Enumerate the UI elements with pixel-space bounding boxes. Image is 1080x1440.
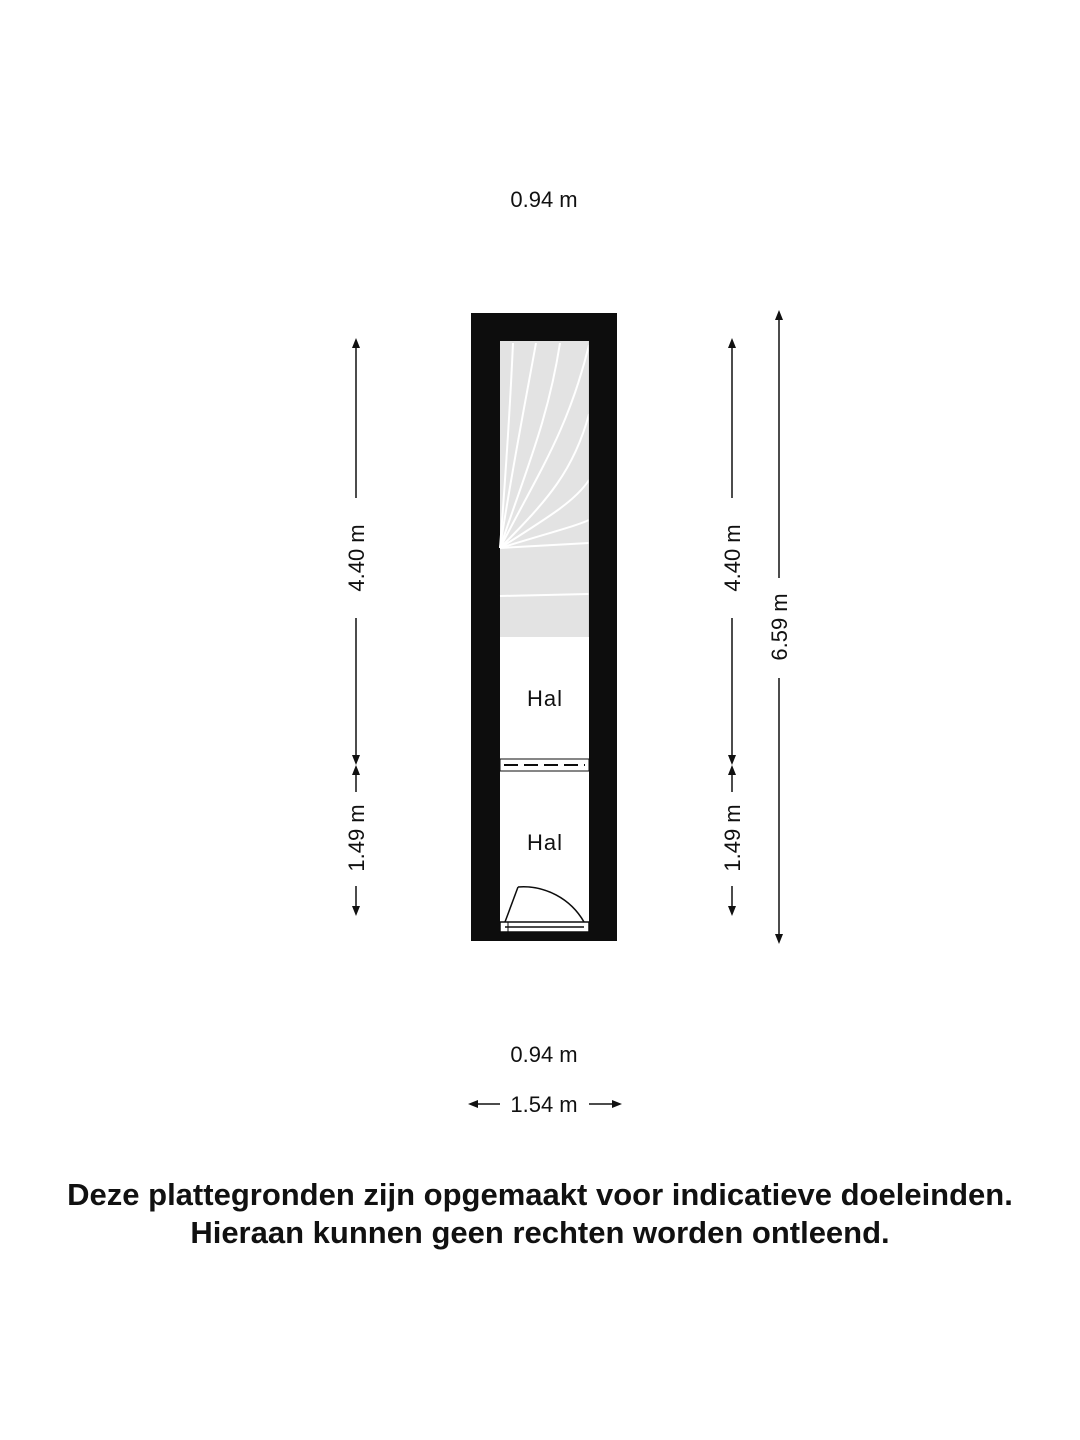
dimension-top-width: 0.94 m — [510, 187, 578, 212]
dimension-right-lower: 1.49 m — [720, 804, 745, 872]
dimension-overall-length: 6.59 m — [767, 593, 792, 661]
disclaimer-line-2: Hieraan kunnen geen rechten worden ontleend. — [190, 1215, 890, 1250]
room-label-hal-lower: Hal — [526, 830, 564, 855]
staircase — [500, 341, 589, 637]
disclaimer — [0, 1176, 1080, 1252]
dimension-left-upper: 4.40 m — [344, 524, 369, 592]
dimension-left-lower: 1.49 m — [344, 804, 369, 872]
dimension-right-upper: 4.40 m — [720, 524, 745, 592]
room-divider — [500, 759, 589, 771]
disclaimer-line-1: Deze plattegronden zijn opgemaakt voor indicatieve doeleinden. — [67, 1177, 1013, 1212]
interior-wall — [589, 341, 617, 932]
dimension-overall-width: 1.54 m — [510, 1092, 578, 1117]
dimension-bottom-width: 0.94 m — [510, 1042, 578, 1067]
room-label-hal-upper: Hal — [526, 686, 564, 711]
